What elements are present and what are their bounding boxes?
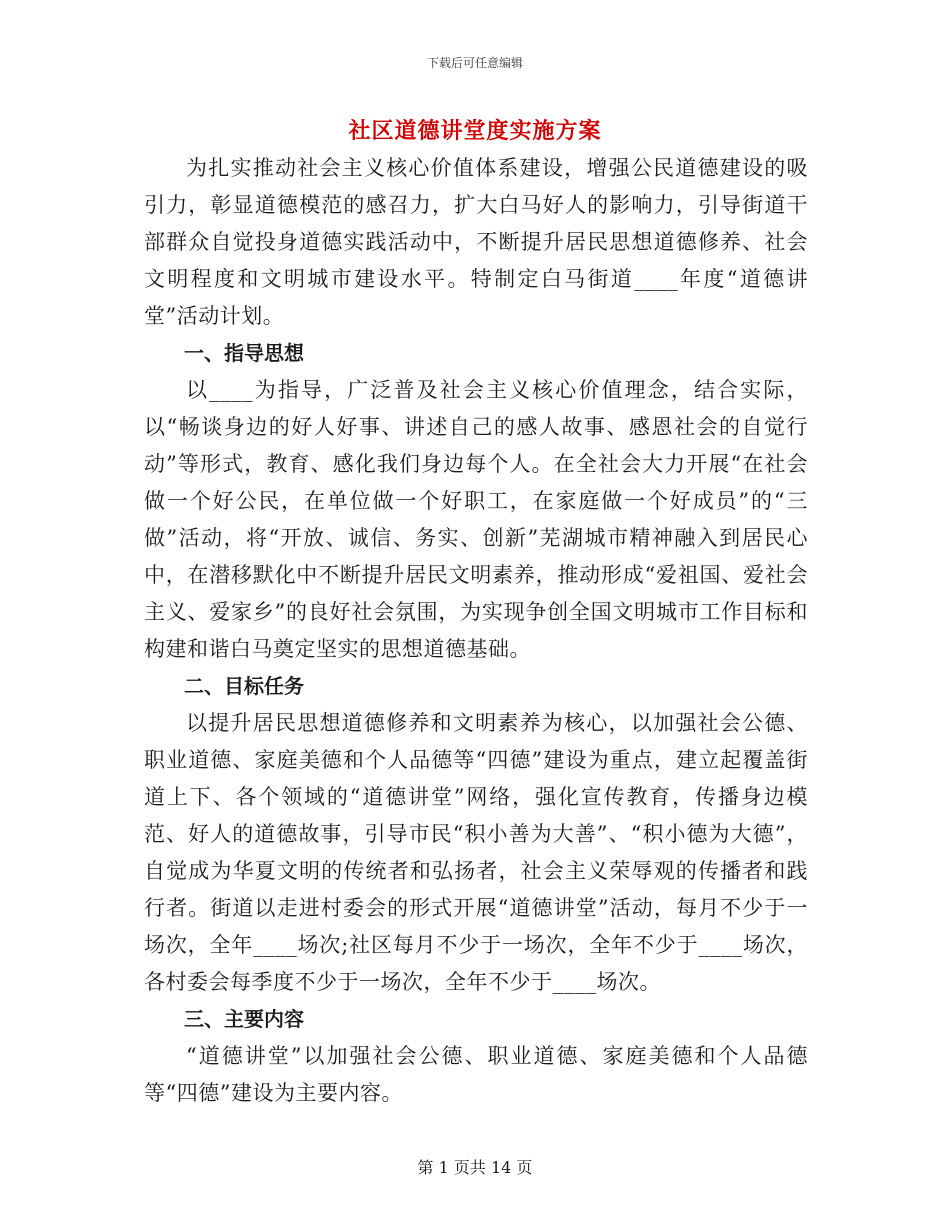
section-heading-main-content: 三、主要内容 <box>184 1007 304 1031</box>
section-paragraph-objectives: 以提升居民思想道德修养和文明素养为核心，以加强社会公德、职业道德、家庭美德和个人品德等“四德”建设为重点，建立起覆盖街道上下、各个领域的“道德讲堂”网络，强化宣传教育，传播身边模范、好人的道德故事，引导市民“积小善为大善”、“积小德为大德”，自觉成为华夏文明的传统者和弘扬者，社会主义荣辱观的传播者和践行者。街道以走进村委会的形式开展“道德讲堂”活动，每月不少于一场次，全年____场次;社区每月不少于一场次，全年不少于____场次，各村委会每季度不少于一场次，全年不少于____场次。 <box>144 711 808 994</box>
section-heading-objectives: 二、目标任务 <box>184 674 304 698</box>
document-title: 社区道德讲堂度实施方案 <box>348 118 602 144</box>
header-note: 下载后可任意编辑 <box>426 56 523 70</box>
intro-paragraph: 为扎实推动社会主义核心价值体系建设，增强公民道德建设的吸引力，彰显道德模范的感召力，扩大白马好人的影响力，引导街道干部群众自觉投身道德实践活动中，不断提升居民思想道德修养、社会文明程度和文明城市建设水平。特制定白马街道____年度“道德讲堂”活动计划。 <box>144 156 808 328</box>
document-body <box>144 150 808 1112</box>
section-heading-guiding-thought: 一、指导思想 <box>184 341 304 365</box>
section-paragraph-main-content: “道德讲堂”以加强社会公德、职业道德、家庭美德和个人品德等“四德”建设为主要内容。 <box>144 1044 808 1105</box>
page-number-footer: 第 1 页共 14 页 <box>417 1158 533 1177</box>
section-paragraph-guiding-thought: 以____为指导，广泛普及社会主义核心价值理念，结合实际，以“畅谈身边的好人好事、讲述自己的感人故事、感恩社会的自觉行动”等形式，教育、感化我们身边每个人。在全社会大力开展“在社会做一个好公民，在单位做一个好职工，在家庭做一个好成员”的“三做”活动，将“开放、诚信、务实、创新”芜湖城市精神融入到居民心中，在潜移默化中不断提升居民文明素养，推动形成“爱祖国、爱社会主义、爱家乡”的良好社会氛围，为实现争创全国文明城市工作目标和构建和谐白马奠定坚实的思想道德基础。 <box>144 378 808 661</box>
